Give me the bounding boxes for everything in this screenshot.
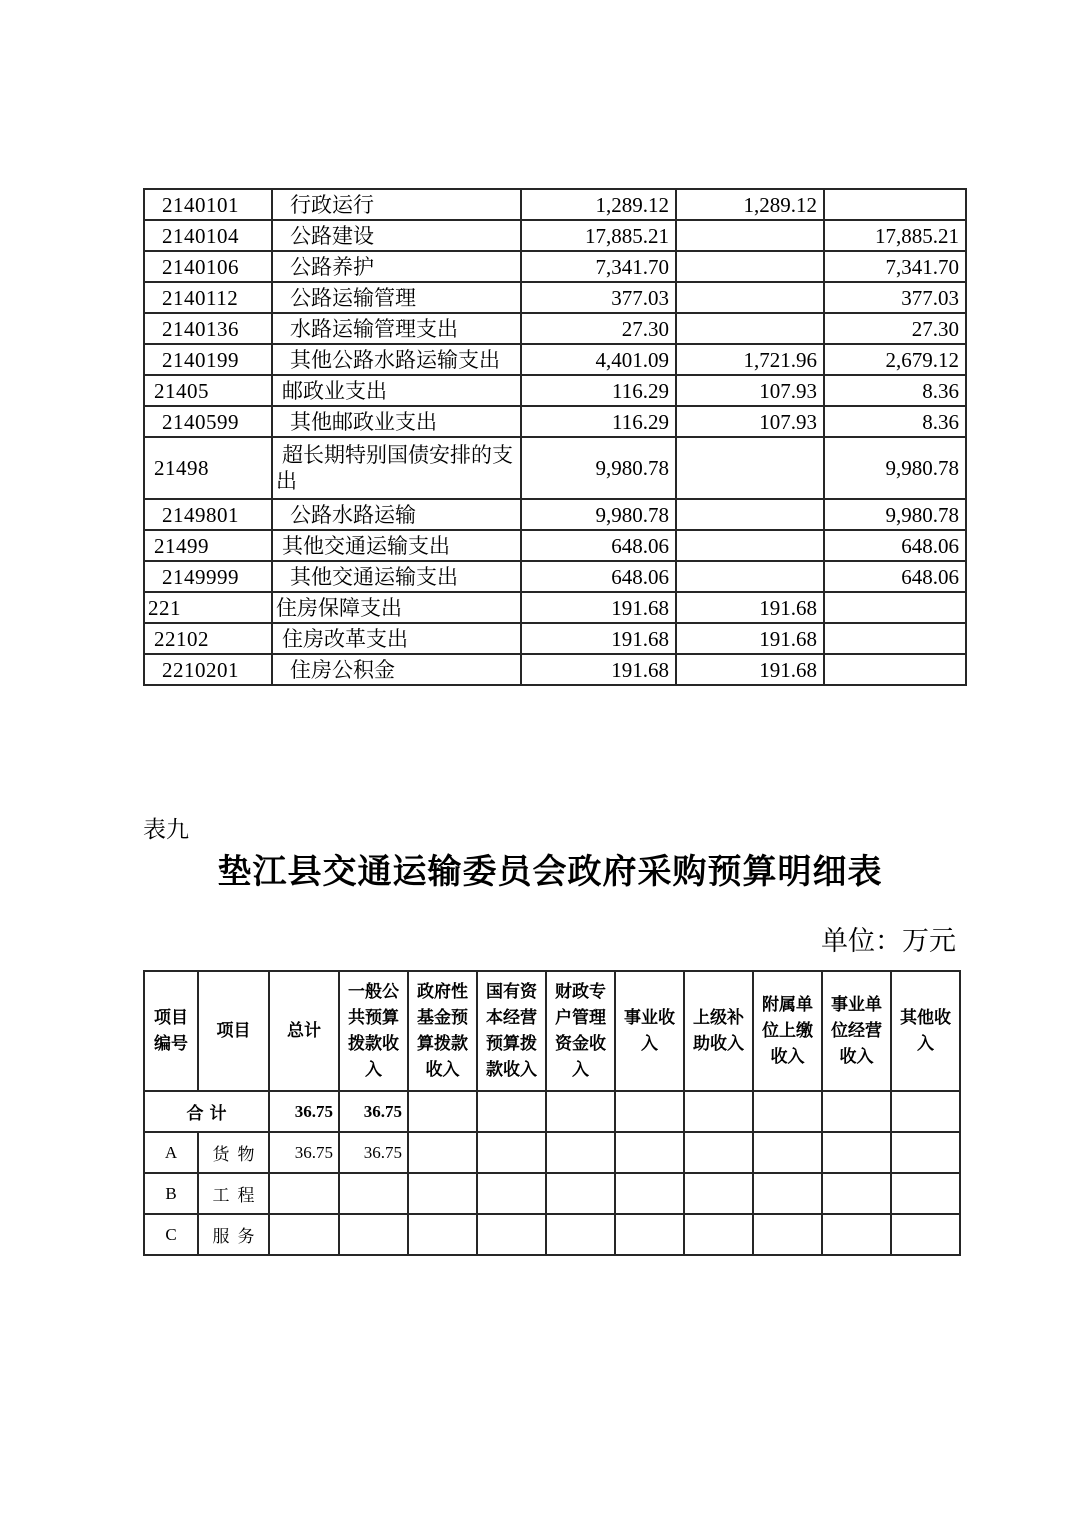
amount-total-cell: 1,289.12 bbox=[521, 189, 676, 220]
empty-cell bbox=[408, 1214, 477, 1255]
table-row bbox=[144, 220, 966, 251]
budget-name-cell: 其他交通运输支出 bbox=[272, 530, 521, 561]
amount-fiscal-cell bbox=[676, 530, 824, 561]
amount-total-cell: 4,401.09 bbox=[521, 344, 676, 375]
column-header: 总计 bbox=[269, 971, 339, 1091]
budget-name-cell: 公路运输管理 bbox=[272, 282, 521, 313]
empty-cell bbox=[546, 1214, 615, 1255]
table-row bbox=[144, 313, 966, 344]
budget-name-cell: 住房公积金 bbox=[272, 654, 521, 685]
table-number-label: 表九 bbox=[143, 817, 189, 842]
amount-other-cell: 2,679.12 bbox=[824, 344, 966, 375]
total-label-cell: 合计 bbox=[144, 1091, 269, 1132]
amount-total-cell: 191.68 bbox=[521, 654, 676, 685]
empty-cell bbox=[408, 1091, 477, 1132]
empty-cell bbox=[615, 1132, 684, 1173]
amount-other-cell bbox=[824, 654, 966, 685]
empty-cell bbox=[477, 1091, 546, 1132]
budget-code-cell: 2140599 bbox=[144, 406, 272, 437]
table-row bbox=[144, 561, 966, 592]
amount-other-cell: 7,341.70 bbox=[824, 251, 966, 282]
amount-total-cell: 648.06 bbox=[521, 530, 676, 561]
budget-code-cell: 21499 bbox=[144, 530, 272, 561]
empty-cell bbox=[753, 1132, 822, 1173]
budget-name-cell: 水路运输管理支出 bbox=[272, 313, 521, 344]
amount-general-cell: 36.75 bbox=[339, 1091, 408, 1132]
amount-other-cell bbox=[824, 189, 966, 220]
budget-code-cell: 2140112 bbox=[144, 282, 272, 313]
empty-cell bbox=[822, 1132, 891, 1173]
budget-code-cell: 2140104 bbox=[144, 220, 272, 251]
page-title: 垫江县交通运输委员会政府采购预算明细表 bbox=[217, 854, 883, 891]
amount-total-cell: 9,980.78 bbox=[521, 499, 676, 530]
amount-general-cell bbox=[339, 1214, 408, 1255]
item-name-cell: 货物 bbox=[198, 1132, 269, 1173]
table-row bbox=[144, 282, 966, 313]
empty-cell bbox=[891, 1173, 960, 1214]
expenditure-table bbox=[143, 188, 967, 686]
item-code-cell: A bbox=[144, 1132, 198, 1173]
budget-name-cell: 住房改革支出 bbox=[272, 623, 521, 654]
budget-name-cell: 邮政业支出 bbox=[272, 375, 521, 406]
column-header: 其他收入 bbox=[891, 971, 960, 1091]
table-row bbox=[144, 375, 966, 406]
column-header: 上级补助收入 bbox=[684, 971, 753, 1091]
budget-code-cell: 2140199 bbox=[144, 344, 272, 375]
amount-total-cell: 7,341.70 bbox=[521, 251, 676, 282]
empty-cell bbox=[684, 1091, 753, 1132]
column-header: 项目编号 bbox=[144, 971, 198, 1091]
budget-name-cell: 公路水路运输 bbox=[272, 499, 521, 530]
amount-fiscal-cell bbox=[676, 251, 824, 282]
budget-name-cell: 超长期特别国债安排的支出 bbox=[272, 437, 521, 499]
budget-code-cell: 2140136 bbox=[144, 313, 272, 344]
amount-total-cell: 191.68 bbox=[521, 592, 676, 623]
budget-code-cell: 2149801 bbox=[144, 499, 272, 530]
empty-cell bbox=[891, 1091, 960, 1132]
table-row bbox=[144, 654, 966, 685]
amount-fiscal-cell bbox=[676, 282, 824, 313]
empty-cell bbox=[408, 1173, 477, 1214]
amount-fiscal-cell: 1,289.12 bbox=[676, 189, 824, 220]
empty-cell bbox=[546, 1173, 615, 1214]
amount-total-cell: 27.30 bbox=[521, 313, 676, 344]
budget-code-cell: 21405 bbox=[144, 375, 272, 406]
column-header: 政府性基金预算拨款收入 bbox=[408, 971, 477, 1091]
amount-fiscal-cell bbox=[676, 561, 824, 592]
amount-other-cell: 377.03 bbox=[824, 282, 966, 313]
amount-fiscal-cell bbox=[676, 220, 824, 251]
budget-code-cell: 21498 bbox=[144, 437, 272, 499]
amount-total-cell: 36.75 bbox=[269, 1091, 339, 1132]
budget-name-cell: 其他公路水路运输支出 bbox=[272, 344, 521, 375]
budget-name-cell: 其他邮政业支出 bbox=[272, 406, 521, 437]
amount-other-cell: 9,980.78 bbox=[824, 499, 966, 530]
column-header: 附属单位上缴收入 bbox=[753, 971, 822, 1091]
amount-total-cell bbox=[269, 1214, 339, 1255]
empty-cell bbox=[753, 1173, 822, 1214]
column-header: 项目 bbox=[198, 971, 269, 1091]
column-header: 国有资本经营预算拨款收入 bbox=[477, 971, 546, 1091]
empty-cell bbox=[822, 1091, 891, 1132]
budget-code-cell: 2140101 bbox=[144, 189, 272, 220]
column-header: 财政专户管理资金收入 bbox=[546, 971, 615, 1091]
amount-other-cell: 17,885.21 bbox=[824, 220, 966, 251]
amount-total-cell bbox=[269, 1173, 339, 1214]
column-header: 事业单位经营收入 bbox=[822, 971, 891, 1091]
empty-cell bbox=[477, 1132, 546, 1173]
empty-cell bbox=[822, 1173, 891, 1214]
empty-cell bbox=[684, 1214, 753, 1255]
empty-cell bbox=[753, 1091, 822, 1132]
table-row bbox=[144, 344, 966, 375]
table-row bbox=[144, 530, 966, 561]
amount-general-cell: 36.75 bbox=[339, 1132, 408, 1173]
budget-name-cell: 住房保障支出 bbox=[272, 592, 521, 623]
empty-cell bbox=[408, 1132, 477, 1173]
amount-other-cell: 9,980.78 bbox=[824, 437, 966, 499]
empty-cell bbox=[615, 1214, 684, 1255]
procurement-table bbox=[143, 970, 961, 1256]
column-header: 一般公共预算拨款收入 bbox=[339, 971, 408, 1091]
table-row bbox=[144, 189, 966, 220]
budget-code-cell: 2210201 bbox=[144, 654, 272, 685]
empty-cell bbox=[615, 1091, 684, 1132]
column-header: 事业收入 bbox=[615, 971, 684, 1091]
amount-other-cell bbox=[824, 592, 966, 623]
amount-other-cell: 27.30 bbox=[824, 313, 966, 344]
table-row bbox=[144, 406, 966, 437]
amount-fiscal-cell bbox=[676, 437, 824, 499]
amount-other-cell: 8.36 bbox=[824, 406, 966, 437]
amount-fiscal-cell: 191.68 bbox=[676, 654, 824, 685]
amount-total-cell: 377.03 bbox=[521, 282, 676, 313]
budget-name-cell: 公路建设 bbox=[272, 220, 521, 251]
amount-other-cell: 648.06 bbox=[824, 561, 966, 592]
empty-cell bbox=[753, 1214, 822, 1255]
amount-fiscal-cell: 191.68 bbox=[676, 592, 824, 623]
amount-total-cell: 9,980.78 bbox=[521, 437, 676, 499]
amount-total-cell: 116.29 bbox=[521, 375, 676, 406]
amount-fiscal-cell: 191.68 bbox=[676, 623, 824, 654]
budget-name-cell: 其他交通运输支出 bbox=[272, 561, 521, 592]
amount-total-cell: 191.68 bbox=[521, 623, 676, 654]
amount-fiscal-cell: 107.93 bbox=[676, 375, 824, 406]
empty-cell bbox=[477, 1214, 546, 1255]
item-code-cell: C bbox=[144, 1214, 198, 1255]
amount-fiscal-cell: 1,721.96 bbox=[676, 344, 824, 375]
budget-code-cell: 22102 bbox=[144, 623, 272, 654]
header-row bbox=[144, 971, 960, 1091]
empty-cell bbox=[546, 1132, 615, 1173]
table-row bbox=[144, 1173, 960, 1214]
empty-cell bbox=[891, 1132, 960, 1173]
empty-cell bbox=[546, 1091, 615, 1132]
empty-cell bbox=[615, 1173, 684, 1214]
amount-fiscal-cell bbox=[676, 313, 824, 344]
amount-total-cell: 17,885.21 bbox=[521, 220, 676, 251]
budget-code-cell: 2149999 bbox=[144, 561, 272, 592]
amount-total-cell: 116.29 bbox=[521, 406, 676, 437]
total-row bbox=[144, 1091, 960, 1132]
empty-cell bbox=[891, 1214, 960, 1255]
amount-general-cell bbox=[339, 1173, 408, 1214]
empty-cell bbox=[822, 1214, 891, 1255]
table-row bbox=[144, 623, 966, 654]
amount-other-cell bbox=[824, 623, 966, 654]
unit-label: 单位：万元 bbox=[821, 926, 956, 956]
empty-cell bbox=[477, 1173, 546, 1214]
item-code-cell: B bbox=[144, 1173, 198, 1214]
table-row bbox=[144, 499, 966, 530]
budget-name-cell: 行政运行 bbox=[272, 189, 521, 220]
budget-code-cell: 2140106 bbox=[144, 251, 272, 282]
amount-fiscal-cell bbox=[676, 499, 824, 530]
table-row bbox=[144, 592, 966, 623]
amount-fiscal-cell: 107.93 bbox=[676, 406, 824, 437]
budget-name-cell: 公路养护 bbox=[272, 251, 521, 282]
budget-code-cell: 221 bbox=[144, 592, 272, 623]
item-name-cell: 服务 bbox=[198, 1214, 269, 1255]
table-row bbox=[144, 1214, 960, 1255]
table-row bbox=[144, 251, 966, 282]
table-row bbox=[144, 1132, 960, 1173]
table-row bbox=[144, 437, 966, 499]
amount-other-cell: 648.06 bbox=[824, 530, 966, 561]
empty-cell bbox=[684, 1173, 753, 1214]
empty-cell bbox=[684, 1132, 753, 1173]
item-name-cell: 工程 bbox=[198, 1173, 269, 1214]
amount-other-cell: 8.36 bbox=[824, 375, 966, 406]
amount-total-cell: 648.06 bbox=[521, 561, 676, 592]
amount-total-cell: 36.75 bbox=[269, 1132, 339, 1173]
